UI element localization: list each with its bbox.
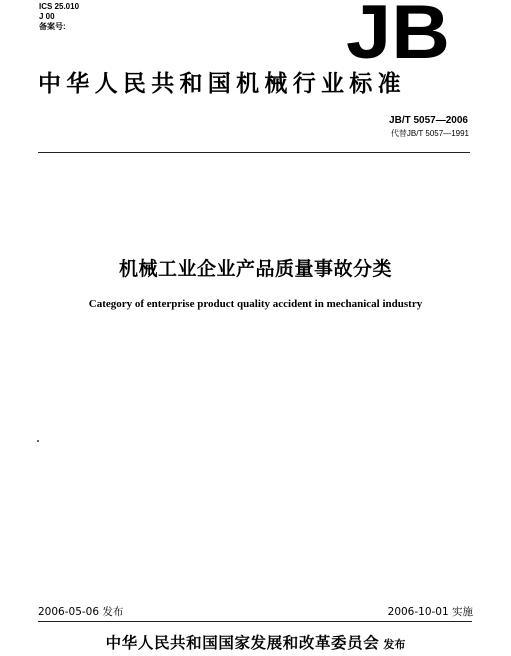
scan-speck bbox=[37, 440, 39, 442]
publish-label: 发布 bbox=[383, 638, 406, 651]
jb-logo bbox=[344, 0, 452, 62]
jb-logo-text: JB bbox=[346, 0, 450, 62]
footer-divider bbox=[38, 621, 472, 622]
publisher-name: 中华人民共和国国家发展和改革委员会 bbox=[105, 634, 380, 652]
publisher-line bbox=[0, 631, 511, 653]
document-title-english: Category of enterprise product quality accident in mechanical industry bbox=[88, 298, 423, 310]
ics-code: ICS 25.010 bbox=[39, 2, 80, 11]
document-title-chinese: 机械工业企业产品质量事故分类 bbox=[118, 258, 392, 280]
replaces-standard: 代替JB/T 5057—1991 bbox=[390, 129, 469, 138]
record-number-label: 备案号: bbox=[39, 22, 66, 31]
header-divider bbox=[38, 152, 470, 153]
issuing-standard-title: 中华人民共和国机械行业标准 bbox=[38, 71, 406, 97]
standard-number: JB/T 5057—2006 bbox=[389, 115, 468, 126]
implementation-date: 2006-10-01 实施 bbox=[387, 606, 473, 618]
issue-date: 2006-05-06 发布 bbox=[38, 606, 124, 618]
category-code: J 00 bbox=[39, 12, 55, 21]
